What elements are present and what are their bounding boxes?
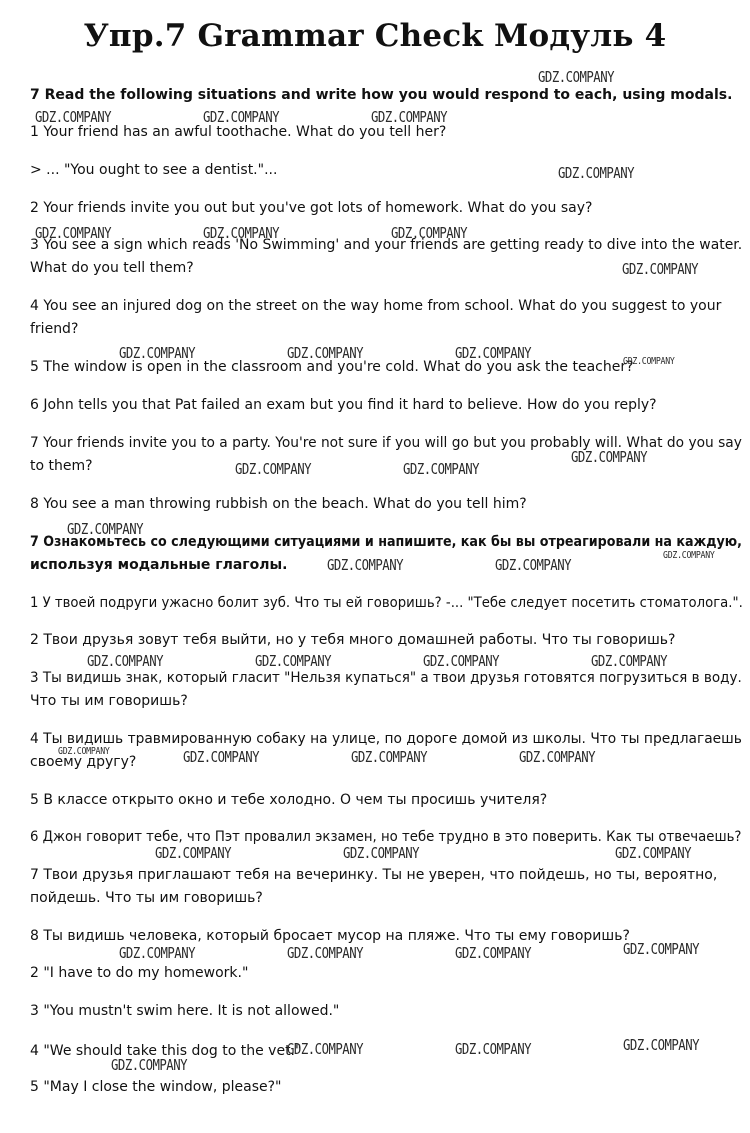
en-question-4-line1: 4 You see an injured dog on the street on the way home from school. What do you suggest to your <box>30 298 722 314</box>
watermark: GDZ.COMPANY <box>615 844 692 862</box>
watermark: GDZ.COMPANY <box>203 224 280 242</box>
watermark: GDZ.COMPANY <box>623 356 675 367</box>
en-question-1: 1 Your friend has an awful toothache. What do you tell her? <box>30 124 447 140</box>
en-question-7-line1: 7 Your friends invite you to a party. You're not sure if you will go but you probably will. What do you say <box>30 435 742 451</box>
watermark: GDZ.COMPANY <box>538 68 615 86</box>
watermark: GDZ.COMPANY <box>571 448 648 466</box>
watermark: GDZ.COMPANY <box>255 652 332 670</box>
en-question-5: 5 The window is open in the classroom and you're cold. What do you ask the teacher? <box>30 359 634 375</box>
ru-question-7-line2: пойдешь. Что ты им говоришь? <box>30 890 263 906</box>
answer-5: 5 "May I close the window, please?" <box>30 1079 282 1095</box>
watermark: GDZ.COMPANY <box>35 224 112 242</box>
answer-4: 4 "We should take this dog to the vet." <box>30 1043 302 1059</box>
watermark: GDZ.COMPANY <box>423 652 500 670</box>
watermark: GDZ.COMPANY <box>203 108 280 126</box>
ru-question-2: 2 Твои друзья зовут тебя выйти, но у тебя много домашней работы. Что ты говоришь? <box>30 632 676 648</box>
watermark: GDZ.COMPANY <box>343 844 420 862</box>
en-answer-1: > ... "You ought to see a dentist."... <box>30 162 278 178</box>
watermark: GDZ.COMPANY <box>119 944 196 962</box>
en-question-3-line2: What do you tell them? <box>30 260 194 276</box>
watermark: GDZ.COMPANY <box>495 556 572 574</box>
watermark: GDZ.COMPANY <box>35 108 112 126</box>
watermark: GDZ.COMPANY <box>327 556 404 574</box>
watermark: GDZ.COMPANY <box>558 164 635 182</box>
watermark: GDZ.COMPANY <box>455 344 532 362</box>
en-question-6: 6 John tells you that Pat failed an exam but you find it hard to believe. How do you reply? <box>30 397 657 413</box>
watermark: GDZ.COMPANY <box>623 940 700 958</box>
ru-question-3-line2: Что ты им говоришь? <box>30 693 188 709</box>
answer-3: 3 "You mustn't swim here. It is not allowed." <box>30 1003 340 1019</box>
watermark: GDZ.COMPANY <box>287 344 364 362</box>
watermark: GDZ.COMPANY <box>111 1056 188 1074</box>
ru-question-4-line2: своему другу? <box>30 754 137 770</box>
answer-2: 2 "I have to do my homework." <box>30 965 249 981</box>
watermark: GDZ.COMPANY <box>663 550 715 561</box>
watermark: GDZ.COMPANY <box>371 108 448 126</box>
watermark: GDZ.COMPANY <box>403 460 480 478</box>
ru-instructions-line2: используя модальные глаголы. <box>30 557 288 573</box>
watermark: GDZ.COMPANY <box>287 944 364 962</box>
ru-question-6: 6 Джон говорит тебе, что Пэт провалил экзамен, но тебе трудно в это поверить. Как ты отвечаешь? <box>30 829 742 845</box>
watermark: GDZ.COMPANY <box>591 652 668 670</box>
ru-question-7-line1: 7 Твои друзья приглашают тебя на вечеринку. Ты не уверен, что пойдешь, но ты, вероятно, <box>30 867 718 883</box>
watermark: GDZ.COMPANY <box>622 260 699 278</box>
watermark: GDZ.COMPANY <box>351 748 428 766</box>
en-question-8: 8 You see a man throwing rubbish on the beach. What do you tell him? <box>30 496 527 512</box>
ru-question-5: 5 В классе открыто окно и тебе холодно. О чем ты просишь учителя? <box>30 792 548 808</box>
ru-question-1: 1 У твоей подруги ужасно болит зуб. Что ты ей говоришь? -... "Тебе следует посетить стоматолога.". <box>30 595 743 611</box>
watermark: GDZ.COMPANY <box>119 344 196 362</box>
page-title: Упр.7 Grammar Check Модуль 4 <box>83 18 667 54</box>
watermark: GDZ.COMPANY <box>183 748 260 766</box>
ru-question-3-line1: 3 Ты видишь знак, который гласит "Нельзя купаться" а твои друзья готовятся погрузиться в воду. <box>30 670 742 686</box>
en-question-7-line2: to them? <box>30 458 93 474</box>
watermark: GDZ.COMPANY <box>67 520 144 538</box>
watermark: GDZ.COMPANY <box>235 460 312 478</box>
en-instructions: 7 Read the following situations and write how you would respond to each, using modals. <box>30 87 733 103</box>
watermark: GDZ.COMPANY <box>623 1036 700 1054</box>
watermark: GDZ.COMPANY <box>58 746 110 757</box>
en-question-2: 2 Your friends invite you out but you've got lots of homework. What do you say? <box>30 200 593 216</box>
watermark: GDZ.COMPANY <box>455 1040 532 1058</box>
watermark: GDZ.COMPANY <box>287 1040 364 1058</box>
ru-instructions-line1: 7 Ознакомьтесь со следующими ситуациями и напишите, как бы вы отреагировали на каждую, <box>30 534 742 550</box>
watermark: GDZ.COMPANY <box>455 944 532 962</box>
watermark: GDZ.COMPANY <box>391 224 468 242</box>
en-question-4-line2: friend? <box>30 321 79 337</box>
watermark: GDZ.COMPANY <box>155 844 232 862</box>
ru-question-4-line1: 4 Ты видишь травмированную собаку на улице, по дороге домой из школы. Что ты предлагаешь <box>30 731 742 747</box>
ru-question-8: 8 Ты видишь человека, который бросает мусор на пляже. Что ты ему говоришь? <box>30 928 630 944</box>
watermark: GDZ.COMPANY <box>519 748 596 766</box>
watermark: GDZ.COMPANY <box>87 652 164 670</box>
en-question-3-line1: 3 You see a sign which reads 'No Swimming' and your friends are getting ready to dive into the water. <box>30 237 743 253</box>
